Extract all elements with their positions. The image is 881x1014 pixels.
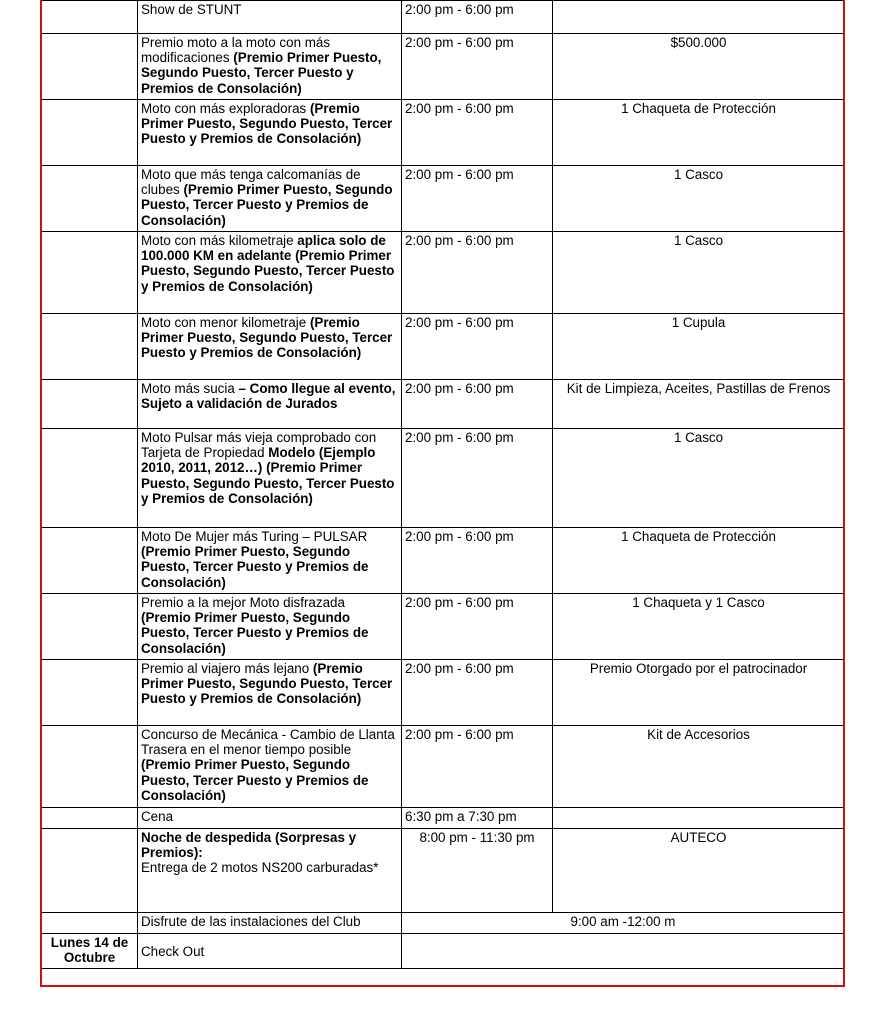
- time-cell: 6:30 pm a 7:30 pm: [402, 808, 553, 829]
- day-cell-empty: [42, 1, 138, 34]
- schedule-row: [42, 726, 845, 808]
- day-cell-empty: [42, 726, 138, 808]
- time-cell: 2:00 pm - 6:00 pm: [402, 594, 553, 660]
- day-cell-empty: [42, 429, 138, 528]
- monday-empty-cell: [402, 934, 845, 969]
- day-cell-empty: [42, 528, 138, 594]
- prize-cell: 1 Casco: [553, 232, 845, 314]
- day-cell-empty: [42, 166, 138, 232]
- day-cell-empty: [42, 380, 138, 429]
- activity-cell: [138, 100, 402, 166]
- activity-cell: [138, 726, 402, 808]
- schedule-row: [42, 528, 845, 594]
- prize-cell: $500.000: [553, 34, 845, 100]
- activity-cell: [138, 660, 402, 726]
- activity-text: Moto más sucia: [141, 381, 239, 396]
- prize-cell: [553, 808, 845, 829]
- day-monday: Lunes 14 de Octubre: [42, 934, 138, 969]
- event-schedule-table: [41, 0, 845, 969]
- day-cell-empty: [42, 594, 138, 660]
- activity-cell: [138, 808, 402, 829]
- farewell-title: Noche de despedida (Sorpresas y Premios):: [141, 830, 357, 861]
- prize-cell: 1 Chaqueta de Protección: [553, 528, 845, 594]
- activity-cell: [138, 314, 402, 380]
- activity-text: Cena: [141, 809, 174, 824]
- monday-row: [42, 934, 845, 969]
- farewell-prize: AUTECO: [553, 829, 845, 913]
- activity-text: Premio a la mejor Moto disfrazada: [141, 595, 345, 610]
- activity-cell: [138, 1, 402, 34]
- time-cell: 2:00 pm - 6:00 pm: [402, 726, 553, 808]
- time-cell: 2:00 pm - 6:00 pm: [402, 429, 553, 528]
- page-border-right: [843, 0, 845, 986]
- time-cell: 2:00 pm - 6:00 pm: [402, 34, 553, 100]
- day-cell-empty: [42, 808, 138, 829]
- farewell-time: 8:00 pm - 11:30 pm: [402, 829, 553, 913]
- activity-text: Moto con menor kilometraje: [141, 315, 310, 330]
- activity-text: Concurso de Mecánica - Cambio de Llanta Trasera en el menor tiempo posible: [141, 727, 395, 758]
- day-cell-empty: [42, 232, 138, 314]
- activity-bold-text: (Premio Primer Puesto, Segundo Puesto, Tercer Puesto y Premios de Consolación): [141, 544, 369, 590]
- club-activity: Disfrute de las instalaciones del Club: [138, 913, 402, 934]
- activity-bold-text: (Premio Primer Puesto, Segundo Puesto, Tercer Puesto y Premios de Consolación): [141, 50, 382, 96]
- activity-bold-text: – Como llegue al evento, Sujeto a validación de Jurados: [141, 381, 396, 412]
- time-cell: 2:00 pm - 6:00 pm: [402, 232, 553, 314]
- schedule-closing-rows: [42, 829, 845, 969]
- activity-text: Moto con más exploradoras: [141, 101, 310, 116]
- schedule-row: [42, 1, 845, 34]
- schedule-row: [42, 808, 845, 829]
- prize-cell: Premio Otorgado por el patrocinador: [553, 660, 845, 726]
- prize-cell: 1 Casco: [553, 429, 845, 528]
- prize-cell: [553, 1, 845, 34]
- activity-bold-text: (Premio Primer Puesto, Segundo Puesto, Tercer Puesto y Premios de Consolación): [141, 661, 393, 707]
- schedule-row: [42, 380, 845, 429]
- farewell-row: [42, 829, 845, 913]
- prize-cell: Kit de Limpieza, Aceites, Pastillas de Frenos: [553, 380, 845, 429]
- activity-text: Moto con más kilometraje: [141, 233, 298, 248]
- activity-bold-text: Modelo (Ejemplo 2010, 2011, 2012…) (Premio Primer Puesto, Segundo Puesto, Tercer Puesto y Premios de Consolación): [141, 445, 395, 506]
- page-border-bottom: [40, 985, 845, 987]
- activity-bold-text: aplica solo de 100.000 KM en adelante (Premio Primer Puesto, Segundo Puesto, Tercer Puesto y Premios de Consolación): [141, 233, 395, 294]
- prize-cell: 1 Chaqueta y 1 Casco: [553, 594, 845, 660]
- activity-text: Moto De Mujer más Turing – PULSAR: [141, 529, 368, 544]
- time-cell: 2:00 pm - 6:00 pm: [402, 528, 553, 594]
- club-time: 9:00 am -12:00 m: [402, 913, 845, 934]
- activity-cell: [138, 528, 402, 594]
- time-cell: 2:00 pm - 6:00 pm: [402, 314, 553, 380]
- schedule-rows: [42, 1, 845, 829]
- activity-cell: [138, 34, 402, 100]
- activity-text: Show de STUNT: [141, 2, 242, 17]
- day-cell-empty: [42, 913, 138, 934]
- activity-text: Premio al viajero más lejano: [141, 661, 313, 676]
- prize-cell: 1 Cupula: [553, 314, 845, 380]
- farewell-activity: [138, 829, 402, 913]
- schedule-row: [42, 594, 845, 660]
- activity-text: Moto Pulsar más vieja comprobado con Tarjeta de Propiedad: [141, 430, 377, 461]
- activity-cell: [138, 232, 402, 314]
- activity-cell: [138, 166, 402, 232]
- schedule-row: [42, 232, 845, 314]
- time-cell: 2:00 pm - 6:00 pm: [402, 380, 553, 429]
- activity-bold-text: (Premio Primer Puesto, Segundo Puesto, Tercer Puesto y Premios de Consolación): [141, 101, 393, 147]
- schedule-row: [42, 100, 845, 166]
- day-cell-empty: [42, 100, 138, 166]
- activity-bold-text: (Premio Primer Puesto, Segundo Puesto, Tercer Puesto y Premios de Consolación): [141, 610, 369, 656]
- monday-activity: Check Out: [138, 934, 402, 969]
- day-cell-empty: [42, 314, 138, 380]
- activity-cell: [138, 380, 402, 429]
- schedule-row: [42, 314, 845, 380]
- page-border-left: [40, 0, 42, 986]
- schedule-row: [42, 429, 845, 528]
- time-cell: 2:00 pm - 6:00 pm: [402, 660, 553, 726]
- time-cell: 2:00 pm - 6:00 pm: [402, 166, 553, 232]
- prize-cell: Kit de Accesorios: [553, 726, 845, 808]
- activity-bold-text: (Premio Primer Puesto, Segundo Puesto, Tercer Puesto y Premios de Consolación): [141, 757, 369, 803]
- club-row: [42, 913, 845, 934]
- time-cell: 2:00 pm - 6:00 pm: [402, 1, 553, 34]
- activity-cell: [138, 429, 402, 528]
- schedule-row: [42, 660, 845, 726]
- time-cell: 2:00 pm - 6:00 pm: [402, 100, 553, 166]
- prize-cell: 1 Casco: [553, 166, 845, 232]
- schedule-row: [42, 166, 845, 232]
- activity-text: Moto que más tenga calcomanías de clubes: [141, 167, 361, 198]
- day-cell-empty: [42, 34, 138, 100]
- activity-cell: [138, 594, 402, 660]
- activity-bold-text: (Premio Primer Puesto, Segundo Puesto, Tercer Puesto y Premios de Consolación): [141, 315, 393, 361]
- day-cell-empty: [42, 660, 138, 726]
- schedule-row: [42, 34, 845, 100]
- activity-bold-text: (Premio Primer Puesto, Segundo Puesto, Tercer Puesto y Premios de Consolación): [141, 182, 393, 228]
- prize-cell: 1 Chaqueta de Protección: [553, 100, 845, 166]
- day-cell-empty: [42, 829, 138, 913]
- activity-text: Premio moto a la moto con más modificaciones: [141, 35, 331, 66]
- farewell-detail: Entrega de 2 motos NS200 carburadas*: [141, 860, 379, 876]
